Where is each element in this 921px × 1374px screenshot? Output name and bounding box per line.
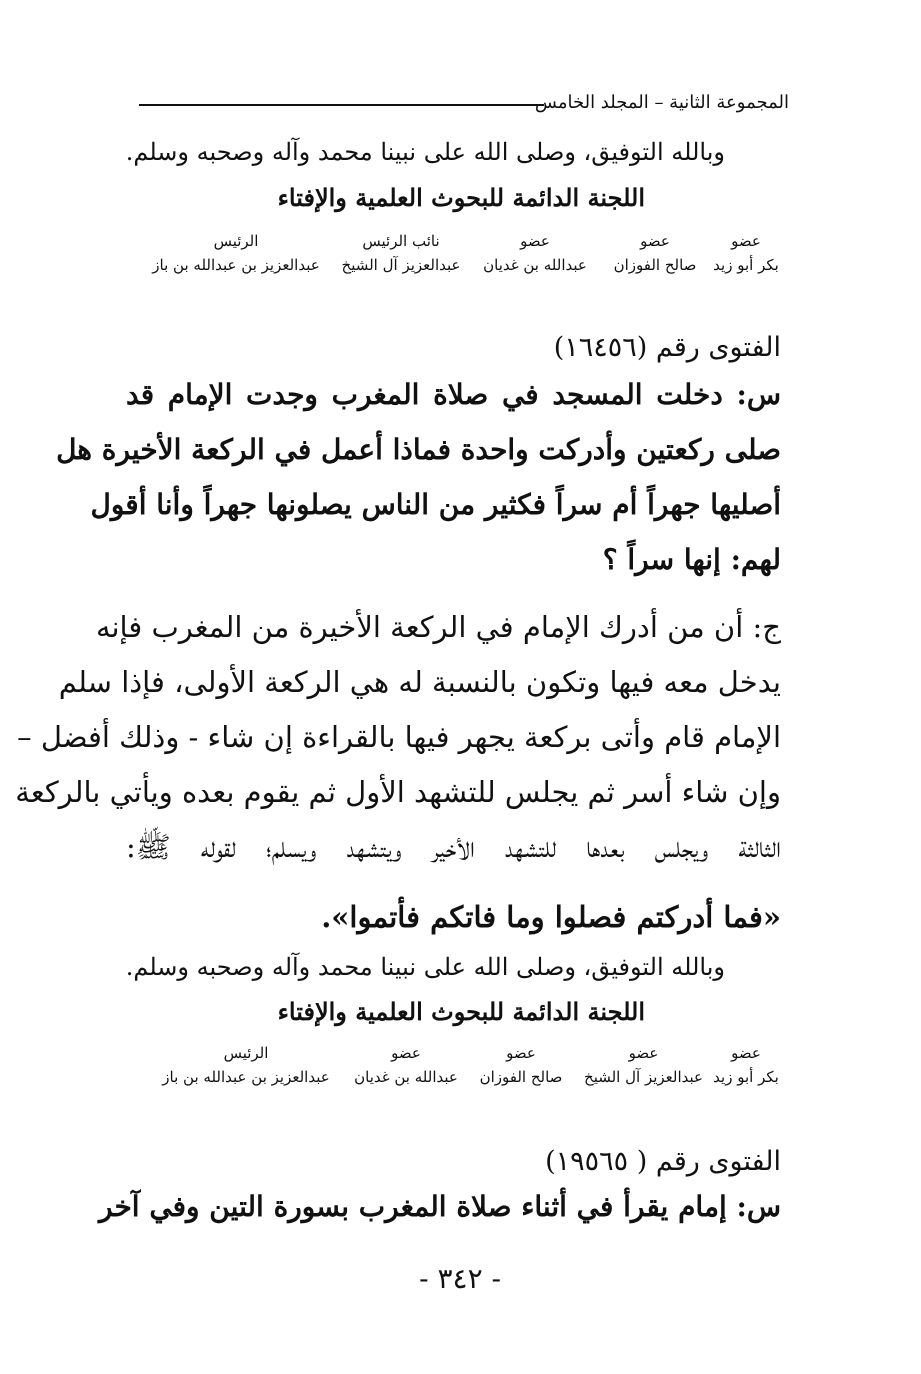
- signatory-role: الرئيس: [223, 1044, 269, 1062]
- signatory-role: عضو: [506, 1044, 536, 1062]
- signatory-name: بكر أبو زيد: [713, 1068, 779, 1086]
- question-1: [56, 378, 781, 598]
- hadith-quote: [321, 900, 781, 934]
- answer-line: ج: أن من أدرك الإمام في الركعة الأخيرة من المغرب فإنه: [95, 610, 781, 644]
- answer-line: وإن شاء أسر ثم يجلس للتشهد الأول ثم يقوم بعده ويأتي بالركعة: [15, 775, 781, 809]
- answer-1: [15, 610, 781, 885]
- signatory-role: نائب الرئيس: [362, 232, 440, 250]
- signatory-name: صالح الفوزان: [613, 256, 697, 274]
- signatory-name: عبدالعزيز آل الشيخ: [584, 1068, 703, 1086]
- signatory-role: عضو: [731, 232, 761, 250]
- hadith-text: «فما أدركتم فصلوا وما فاتكم فأتموا».: [321, 900, 781, 934]
- signatory-role: الرئيس: [213, 232, 259, 250]
- signatory-name: عبدالعزيز آل الشيخ: [341, 256, 461, 274]
- signatory-role: عضو: [391, 1044, 421, 1062]
- answer-line: يدخل معه فيها وتكون بالنسبة له هي الركعة الأولى، فإذا سلم: [58, 665, 781, 699]
- signatory-role: عضو: [731, 1044, 761, 1062]
- question-2: [99, 1190, 781, 1245]
- page-number: - ٣٤٢ -: [419, 1262, 501, 1295]
- answer-line: الإمام قام وأتى بركعة يجهر فيها بالقراءة إن شاء - وذلك أفضل –: [17, 720, 781, 754]
- fatwa-number-2: الفتوى رقم ( ١٩٥٦٥): [545, 1146, 781, 1177]
- signatory-role: عضو: [640, 232, 670, 250]
- question-line: صلى ركعتين وأدركت واحدة فماذا أعمل في الركعة الأخيرة هل: [56, 433, 781, 466]
- signatory-name: عبدالعزيز بن عبدالله بن باز: [162, 1068, 330, 1086]
- header-rule: [139, 104, 544, 106]
- question-line: لهم: إنها سراً ؟: [602, 543, 781, 576]
- signatory: [711, 232, 781, 274]
- signatory-role: عضو: [520, 232, 550, 250]
- signatory: [141, 232, 331, 274]
- signatory-name: عبدالعزيز بن عبدالله بن باز: [152, 256, 320, 274]
- signatory-name: عبدالله بن غديان: [354, 1068, 458, 1086]
- question-line: أصليها جهراً أم سراً فكثير من الناس يصلونها جهراً وأنا أقول: [90, 488, 781, 521]
- committee-title-2: اللجنة الدائمة للبحوث العلمية والإفتاء: [277, 997, 645, 1026]
- running-header: [139, 88, 789, 120]
- signatory: [599, 232, 711, 274]
- closing-formula-2: وبالله التوفيق، وصلى الله على نبينا محمد وآله وصحبه وسلم.: [125, 953, 725, 981]
- signatory: [711, 1044, 781, 1086]
- signatory: [471, 232, 599, 274]
- header-title: المجموعة الثانية – المجلد الخامس: [534, 92, 789, 113]
- signatory-name: صالح الفوزان: [479, 1068, 563, 1086]
- question-line: س: إمام يقرأ في أثناء صلاة المغرب بسورة التين وفي آخر: [99, 1190, 781, 1223]
- signatory: [146, 1044, 346, 1086]
- signatory: [331, 232, 471, 274]
- signatory: [346, 1044, 466, 1086]
- signatory-name: بكر أبو زيد: [713, 256, 779, 274]
- signatories-2: [121, 1044, 781, 1086]
- signatory: [466, 1044, 576, 1086]
- committee-title-1: اللجنة الدائمة للبحوث العلمية والإفتاء: [277, 183, 645, 212]
- closing-formula-1: وبالله التوفيق، وصلى الله على نبينا محمد وآله وصحبه وسلم.: [125, 138, 725, 166]
- signatories-1: [121, 232, 781, 274]
- signatory-role: عضو: [628, 1044, 659, 1062]
- fatwa-number-1: الفتوى رقم (١٦٤٥٦): [553, 332, 781, 363]
- signatory: [576, 1044, 711, 1086]
- question-line: س: دخلت المسجد في صلاة المغرب وجدت الإمام قد: [126, 378, 781, 411]
- answer-line: الثالثة ويجلس بعدها للتشهد الأخير ويتشهد ويسلم؛ لقوله ﷺ:: [126, 830, 781, 864]
- signatory-name: عبدالله بن غديان: [483, 256, 587, 274]
